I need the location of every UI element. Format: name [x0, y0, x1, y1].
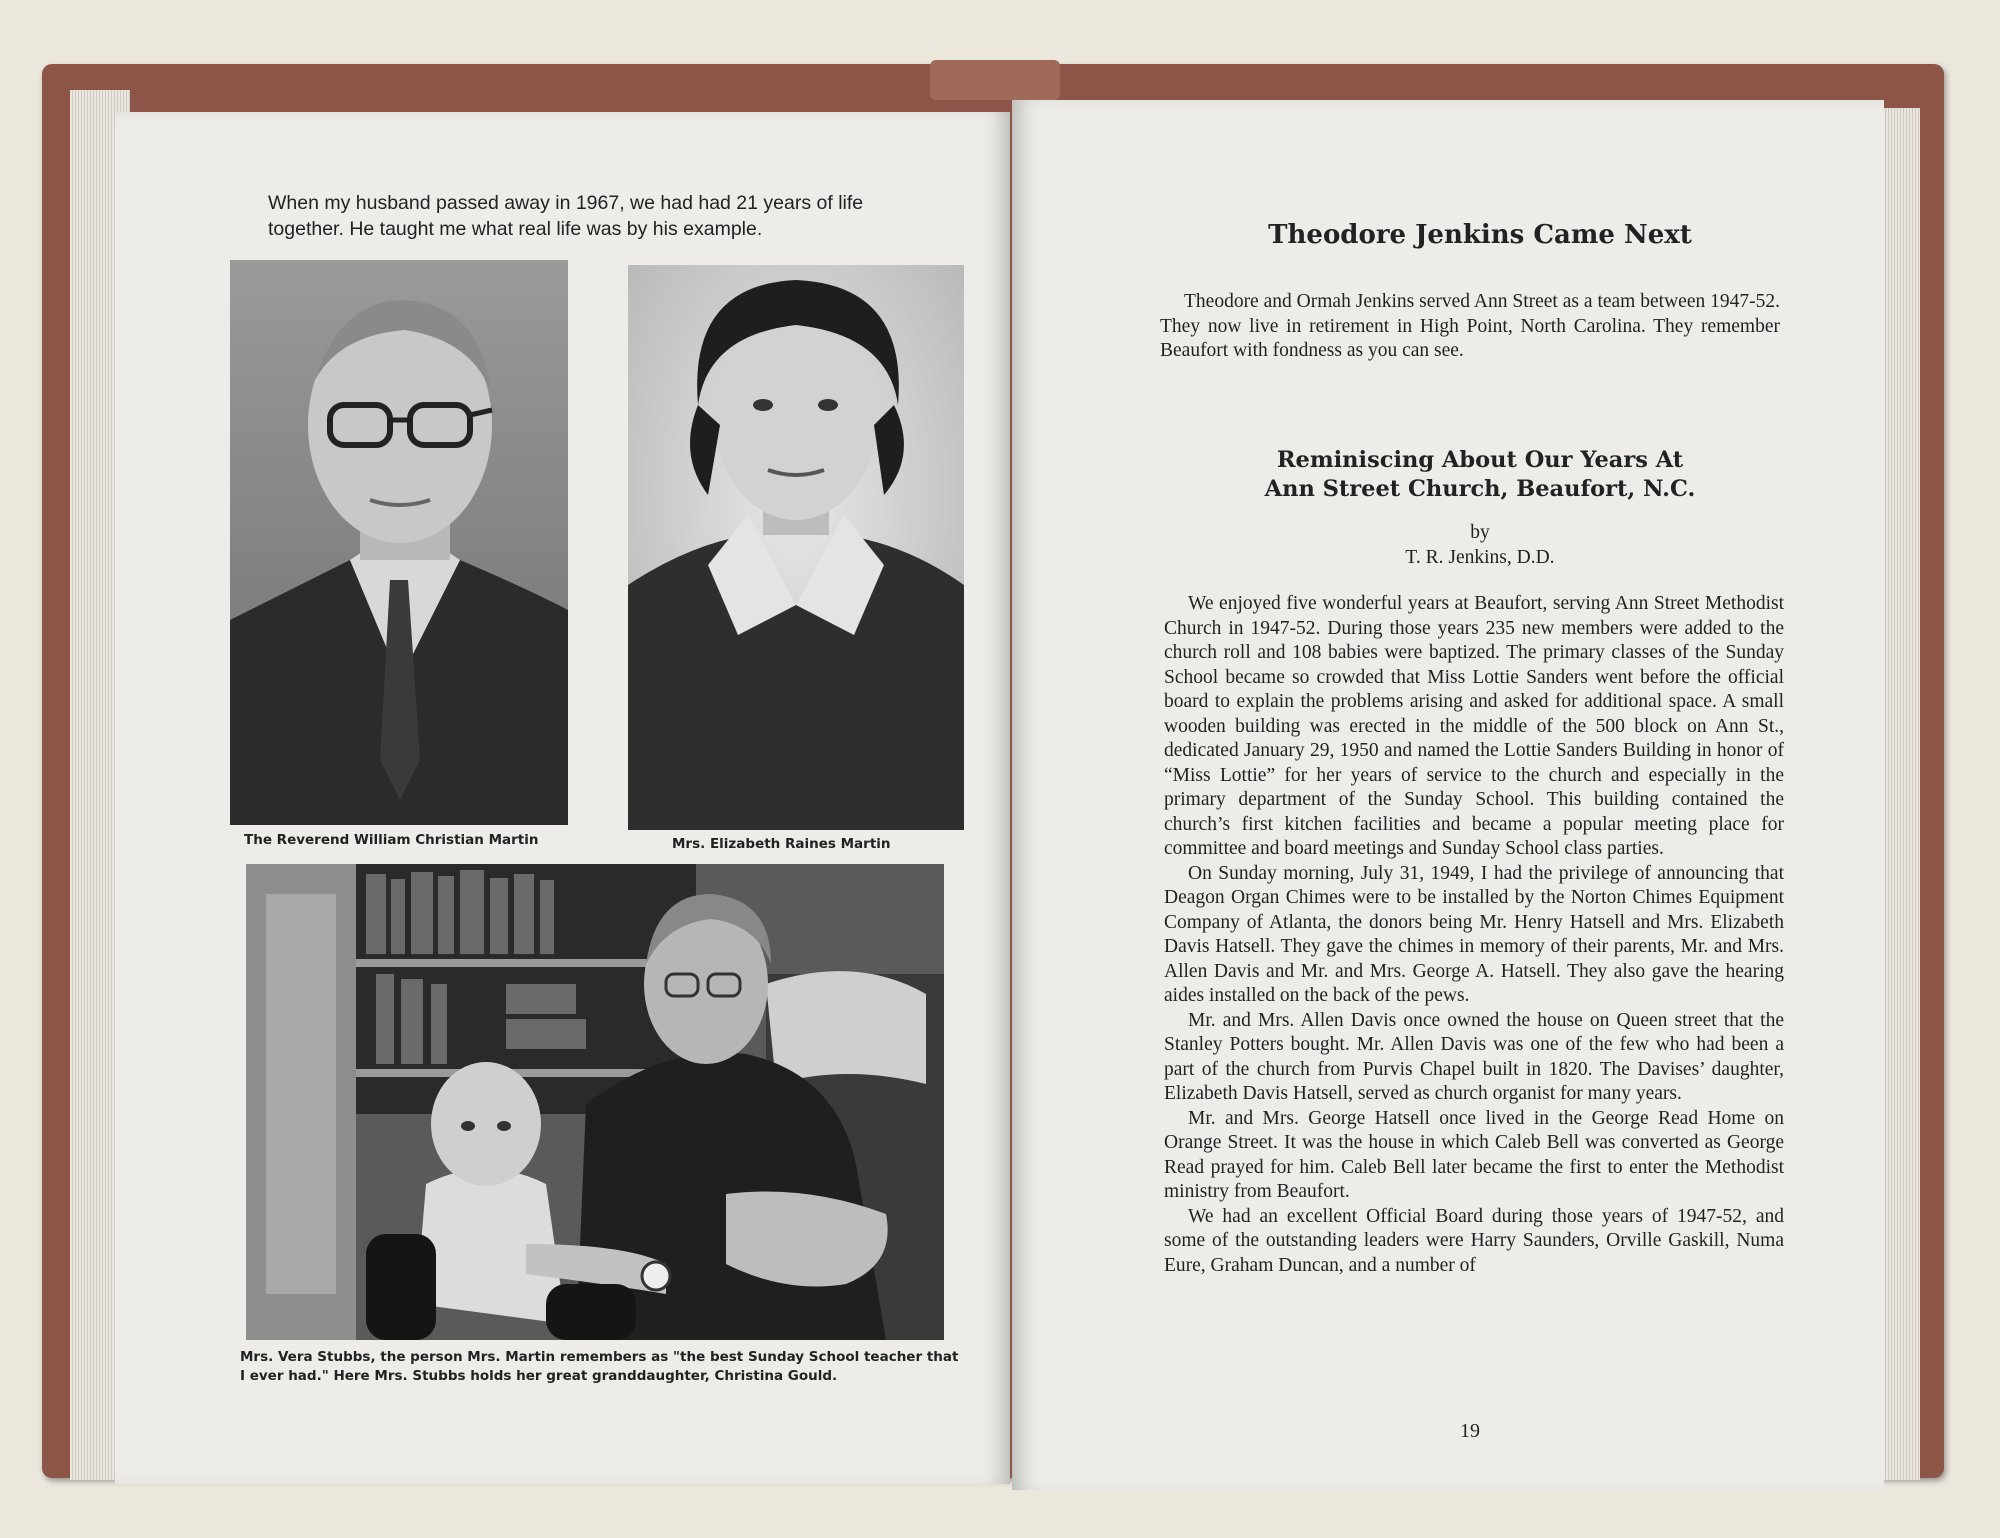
article-body: [1164, 592, 1784, 1278]
byline: [1150, 520, 1810, 570]
caption-mrs-stubbs: Mrs. Vera Stubbs, the person Mrs. Martin remembers as "the best Sunday School teacher that I ever had." Here Mrs. Stubbs holds her great granddaughter, Christina Gould.: [240, 1349, 959, 1384]
caption-mrs-martin: Mrs. Elizabeth Raines Martin: [672, 836, 891, 852]
byline-author: T. R. Jenkins, D.D.: [1405, 547, 1555, 568]
article-paragraph: Mr. and Mrs. Allen Davis once owned the house on Queen street that the Stanley Potters bought. Mr. Allen Davis was one of the few who had been a part of the church from Purvis Chapel built in 1820. The Davises’ daughter, Elizabeth Davis Hatsell, served as church organist for many years.: [1164, 1009, 1784, 1104]
byline-by: by: [1470, 522, 1490, 543]
photo-reverend-martin: [230, 260, 568, 825]
book-spine-headband: [930, 60, 1060, 100]
article-paragraph: On Sunday morning, July 31, 1949, I had the privilege of announcing that Deagon Organ Chimes were to be installed by the Norton Chimes Equipment Company of Atlanta, the donors being Mr. Henry Hatsell and Mrs. Elizabeth Davis Hatsell. They gave the chimes in memory of their parents, Mr. and Mrs. Allen Davis and Mr. and Mrs. George A. Hatsell. They also gave the hearing aides installed on the back of the pews.: [1164, 862, 1784, 1006]
caption-reverend: The Reverend William Christian Martin: [244, 832, 539, 848]
article-subtitle: [1150, 446, 1810, 504]
article-title: Theodore Jenkins Came Next: [1268, 220, 1692, 250]
subtitle-line-2: Ann Street Church, Beaufort, N.C.: [1264, 476, 1696, 502]
photo-mrs-stubbs-with-baby: [246, 864, 944, 1340]
left-intro-text: When my husband passed away in 1967, we had had 21 years of life together. He taught me what real life was by his example.: [268, 192, 864, 240]
article-paragraph: Mr. and Mrs. George Hatsell once lived in the George Read Home on Orange Street. It was the house in which Caleb Bell was converted as George Read prayed for him. Caleb Bell later became the first to enter the Methodist ministry from Beaufort.: [1164, 1107, 1784, 1202]
photo-mrs-martin: [628, 265, 964, 830]
article-paragraph: We had an excellent Official Board during those years of 1947-52, and some of the outstanding leaders were Harry Saunders, Orville Gaskill, Numa Eure, Graham Duncan, and a number of: [1164, 1205, 1784, 1276]
page-edges-right: [1880, 108, 1920, 1480]
article-paragraph: We enjoyed five wonderful years at Beaufort, serving Ann Street Methodist Church in 1947-52. During those years 235 new members were added to the church roll and 108 babies were baptized. The primary classes of the Sunday School became so crowded that Miss Lottie Sanders went before the official board to explain the problems arising and asked for additional space. A small wooden building was erected in the middle of the 500 block on Ann St., dedicated January 29, 1950 and named the Lottie Sanders Building in honor of “Miss Lottie” for her years of service to the church and especially in the primary department of the Sunday School. This building contained the church’s first kitchen facilities and became a popular meeting place for committee and board meetings and Sunday School class parties.: [1164, 593, 1784, 859]
page-number: 19: [1460, 1420, 1480, 1442]
article-intro: Theodore and Ormah Jenkins served Ann Street as a team between 1947-52. They now live in retirement in High Point, North Carolina. They remember Beaufort with fondness as you can see.: [1160, 291, 1780, 361]
subtitle-line-1: Reminiscing About Our Years At: [1276, 447, 1684, 473]
